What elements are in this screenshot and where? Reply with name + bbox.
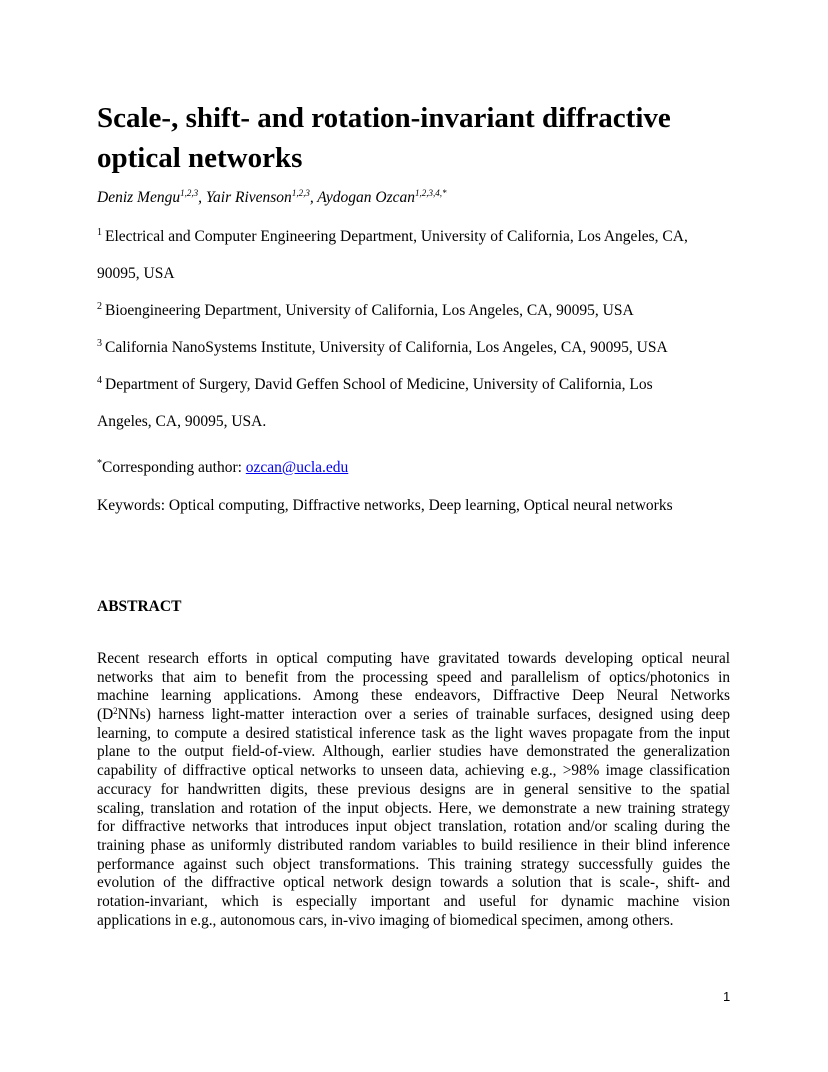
abstract-body <box>97 650 730 930</box>
affiliation-4-line-2: Angeles, CA, 90095, USA. <box>97 413 267 430</box>
abstract-line: networks that aim to benefit from the processing speed and parallelism of optics/photonics in <box>97 668 730 686</box>
affiliation-4-line-1 <box>97 376 653 394</box>
affiliation-3 <box>97 339 668 357</box>
author-name: Yair Rivenson <box>205 189 292 206</box>
abstract-line <box>97 706 730 725</box>
author-name: Deniz Mengu <box>97 189 181 206</box>
affiliation-2 <box>97 302 634 320</box>
corresponding-mark: * <box>97 458 102 469</box>
abstract-line: learning, to compute a desired statistical inference task as the light waves propagate from the input <box>97 724 730 742</box>
affiliation-text: Bioengineering Department, University of California, Los Angeles, CA, 90095, USA <box>105 302 634 319</box>
abstract-text: NNs) harness light-matter interaction over a series of trainable surfaces, designed using deep <box>117 706 730 724</box>
keywords: Keywords: Optical computing, Diffractive networks, Deep learning, Optical neural networks <box>97 497 673 514</box>
abstract-line: rotation-invariant, which is especially important and useful for dynamic machine vision <box>97 892 730 910</box>
abstract-line: machine learning applications. Among these endeavors, Diffractive Deep Neural Networks <box>97 687 730 705</box>
abstract-line: accuracy for handwritten digits, these previous designs are in general sensitive to the spatial <box>97 780 730 798</box>
abstract-line: plane to the output field-of-view. Although, earlier studies have demonstrated the generalization <box>97 743 730 761</box>
abstract-line: for diffractive networks that introduces input object translation, rotation and/or scaling during the <box>97 818 730 836</box>
abstract-line: evolution of the diffractive optical network design towards a solution that is scale-, shift- and <box>97 874 730 892</box>
author-affiliation-marks: 1,2,3 <box>180 188 199 198</box>
author-separator: , <box>309 189 318 206</box>
affiliation-number: 4 <box>97 375 102 386</box>
abstract-line: applications in e.g., autonomous cars, in-vivo imaging of biomedical specimen, among others. <box>97 911 674 929</box>
abstract-line: capability of diffractive optical networks to unseen data, achieving e.g., >98% image classification <box>97 762 730 780</box>
affiliation-text: California NanoSystems Institute, University of California, Los Angeles, CA, 90095, USA <box>105 339 668 356</box>
abstract-line: Recent research efforts in optical computing have gravitated towards developing optical neural <box>97 650 730 667</box>
page-number: 1 <box>723 989 731 1004</box>
affiliation-number: 3 <box>97 338 102 349</box>
corresponding-author <box>97 459 348 477</box>
title-line-1: Scale-, shift- and rotation-invariant diffractive <box>97 102 671 134</box>
affiliation-1-line-1 <box>97 228 688 246</box>
paper-title <box>97 98 737 178</box>
abstract-line: training phase as uniformly distributed random variables to build resilience in their blind inference <box>97 836 730 854</box>
affiliation-number: 2 <box>97 301 102 312</box>
author-name: Aydogan Ozcan <box>317 189 416 206</box>
affiliation-text: Department of Surgery, David Geffen School of Medicine, University of California, Los <box>105 376 653 393</box>
superscript: 2 <box>113 706 118 717</box>
author-list <box>97 189 447 207</box>
abstract-text: (D <box>97 706 114 724</box>
affiliation-1-line-2: 90095, USA <box>97 265 175 282</box>
email-link[interactable]: ozcan@ucla.edu <box>245 459 349 476</box>
author-separator: , <box>198 189 206 206</box>
abstract-line: scaling, translation and rotation of the input objects. Here, we demonstrate a new training strategy <box>97 799 730 817</box>
title-line-2: optical networks <box>97 142 303 174</box>
author-affiliation-marks: 1,2,3,4,* <box>415 188 447 198</box>
abstract-heading: ABSTRACT <box>97 598 182 615</box>
author-affiliation-marks: 1,2,3 <box>291 188 310 198</box>
corresponding-label: Corresponding author: <box>102 459 246 476</box>
affiliation-number: 1 <box>97 227 102 238</box>
abstract-line: performance against such object transformations. This training strategy successfully guides the <box>97 855 730 873</box>
affiliation-text: Electrical and Computer Engineering Department, University of California, Los Angeles, CA, <box>105 228 688 245</box>
